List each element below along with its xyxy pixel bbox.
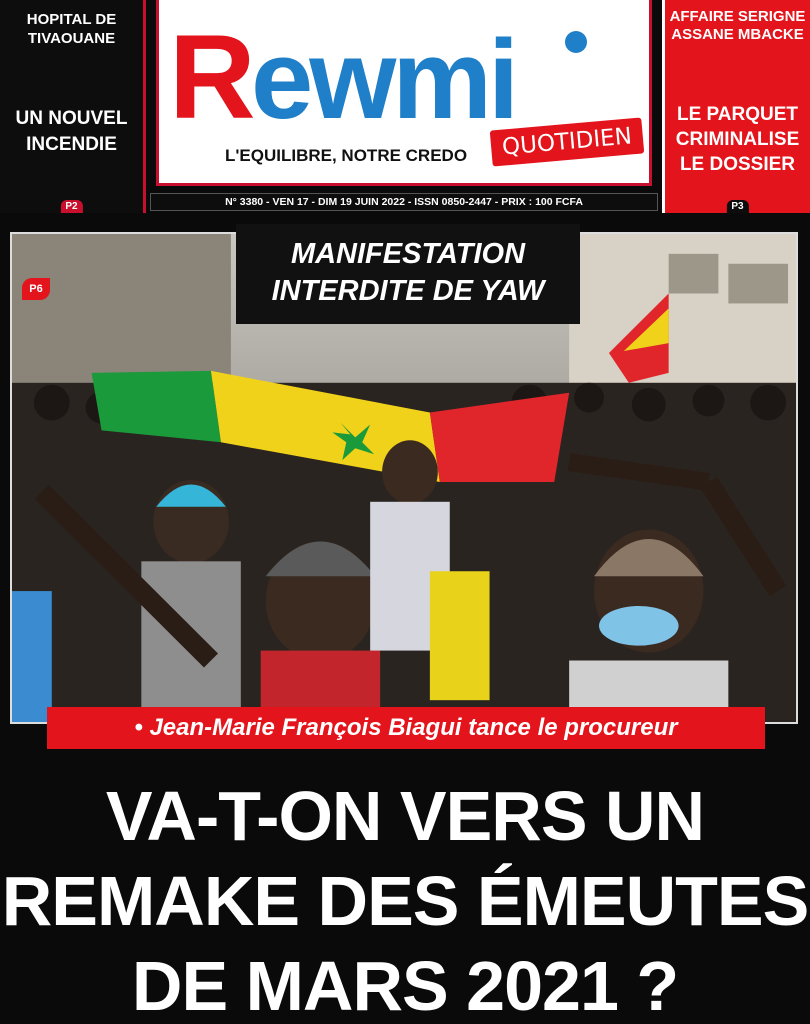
headline-line-1: VA-T-ON VERS UN [105, 777, 705, 855]
rewmi-logo [169, 18, 619, 138]
masthead [150, 0, 658, 213]
kicker-line-2: INTERDITE DE YAW [271, 275, 545, 307]
issue-info-bar: N° 3380 - VEN 17 - DIM 19 JUIN 2022 - ISSN 0850-2447 - PRIX : 100 FCFA [150, 193, 658, 211]
left-teaser-title: HOPITAL DE TIVAOUANE [26, 11, 117, 47]
right-teaser-page-badge: P3 [726, 200, 748, 213]
subhead-bar[interactable]: • Jean-Marie François Biagui tance le procureur [47, 707, 765, 749]
photo-page-badge: P6 [22, 278, 50, 300]
right-teaser-title: AFFAIRE SERIGNE ASSANE MBACKE [669, 8, 806, 43]
photo-kicker [236, 224, 580, 324]
left-teaser-body: UN NOUVEL INCENDIE [15, 108, 128, 155]
kicker-line-1: MANIFESTATION [290, 238, 526, 270]
headline-line-3: DE MARS 2021 ? [131, 947, 679, 1024]
left-teaser-box[interactable] [0, 0, 146, 213]
right-teaser-body: LE PARQUET CRIMINALISE LE DOSSIER [675, 104, 800, 175]
quotidien-badge: QUOTIDIEN [490, 117, 645, 166]
left-teaser-page-badge: P2 [60, 200, 82, 213]
right-teaser-box[interactable] [662, 0, 810, 213]
svg-text:R: R [169, 18, 250, 138]
masthead-tagline: L'EQUILIBRE, NOTRE CREDO [225, 146, 468, 165]
logo-panel [156, 0, 652, 186]
main-headline[interactable] [0, 774, 810, 1024]
svg-text:ewmi: ewmi [251, 18, 516, 138]
headline-line-2: REMAKE DES ÉMEUTES [1, 862, 809, 940]
